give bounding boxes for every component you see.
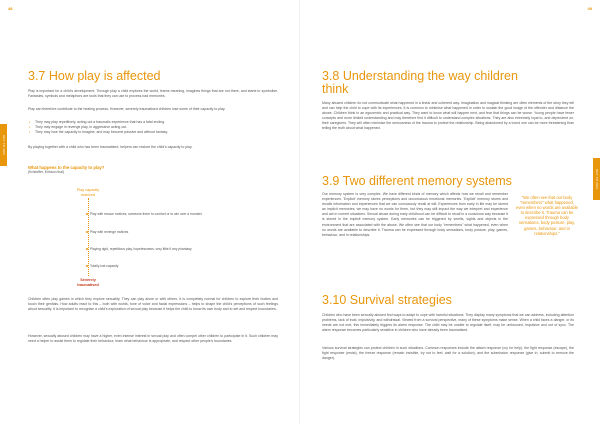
list-item: • They may play repetitively, acting out a traumatic experience that has a fatal ending. [28,120,278,125]
play-symptoms-list [28,120,278,135]
diagram-source: (Kristoffer, Erikson ihal) [28,170,65,174]
section-tab-left [0,124,7,166]
intro-paragraph: Play is important for a child's development. Through play a child explores the world, learns meaning, imagines things that are not there, and starts to symbolise. Fantasies, symbols and metaphors are tools that they can use to process bad memories. [28,89,278,99]
diagram-item-revenge: Play with revenge motives [90,230,129,234]
diagram-item-lost: Totally lost capacity [90,264,119,268]
survival-paragraph: Children who have been sexually abused find ways to adapt to cope with harmful situations. They display many symptoms that we can address, including attention problems, lack of trust, impulsivity, and withdrawal. Viewed from a survival perspective, many of these symptoms make sense. When a child faces a danger, or its needs are not met, this immediately triggers its alarm response. The child may be unable to regulate itself, may be unfocused, impulsive and out of sync. The alarm response becomes particularly sensitive in children who have already been traumatised. [322,313,574,333]
lead-paragraph: Play can therefore contribute to the healing process. However, severely traumatised children lose some of their capacity to play. [28,107,226,111]
diagram-top-label [60,188,116,198]
section-title-3-10: 3.10 Survival strategies [322,293,452,307]
section-tab-right [593,158,600,200]
diagram-bottom-label [60,278,116,288]
section-tab-label-left: KEY TO ZEN [1,135,6,155]
section-title-3-8: 3.8 Understanding the way children think [322,69,518,96]
section-tab-label-right: KEY TO ZEN [594,169,599,189]
diagram-scale-line [88,198,89,276]
right-page [300,0,600,424]
diagram-item-rescue: Play with rescue motives; someone there to comfort or to win over a monster [90,212,202,216]
pull-quote: "We often see that our body "remembers" what happened, even when no words are available to describe it. Trauma can be expressed through body sensations, body posture, play, games, behaviour, and in relationships." [516,195,578,236]
list-item: • They may engage in revenge play, in aggressive acting out. [28,125,278,130]
section-title-3-9: 3.9 Two different memory systems [322,174,512,188]
page-number-left: 48 [8,6,13,11]
list-item: • They may lose the capacity to imagine, and may become passive and without fantasy. [28,130,278,135]
strategies-paragraph: Various survival strategies can protect children in such situations. Common responses include the attach response (cry for help), the fight response (escape), the fight response (resist), the freeze response (remain invisible, try not to feel, wait for a solution), and the submission response (give in, submit to remove the danger). [322,346,574,361]
sexual-play-paragraph: Children often play games in which they explore sexuality. They can play alone or with others. It is completely normal for children to explore their bodies and touch their genitals. How adults react to this – both with words, tone of voice and facial expressions – helps to shape the child's perceptions of such feelings about sexuality. It is important to recognise a child's exploration of sexual play because it helps the child to know its own body and to set and respect boundaries. [28,297,278,312]
diagram-top-text: Play capacity restored [76,188,100,197]
section-title-3-7: 3.7 How play is affected [28,69,161,83]
diagram-heading: What happens to the capacity to play? [28,165,105,170]
closing-paragraph: By playing together with a child who has been traumatised, helpers can restore the child's capacity to play. [28,145,193,149]
memory-paragraph: Our memory system is very complex. We have different kinds of memory which affects how we recall and remember experiences. 'Explicit' memory stores perceptions and unconscious emotional memories. 'Explicit' memory stores and recalls information and experiences that we can consciously recall at will. Experiences from early in life may be stored as implicit memories; we may have no words for them, but they may still impact the way we interpret and experience and act in current situations. Sexual abuse during early childhood can be difficult to recall in a conscious way because it is stored in the implicit memory system. Early memories can be triggered by smells, sights and objects in the environment that are associated with the abuse. We often see that our body "remembers" what happened, even when no words are available to describe it. Trauma can be expressed through body sensations, body posture, play, games, behaviour, and in relationships. [322,192,508,237]
children-think-paragraph: Many abused children do not communicate what happened in a linear and coherent way. Imagination and magical thinking are often elements of the story they tell and can help the child to cope with its experiences. It is common to minimise what happened in order to sustain the good image of the offender and distance the abuse. Children think in an egocentric and practical way. They want to know what will happen next, and fear that things can be worse. Young people have fewer concepts and more limited understanding and may therefore find it difficult to understand complex situations. They are also extremely loyal to, and dependent on, their caregivers. They will often minimise the seriousness of the trauma to protect the relationship. Being abandoned by a loved one can be more threatening than telling the truth about what happened. [322,101,574,131]
diagram-item-rigid: Playing rigid, repetitious play, hopelessness, very little if any phantasy [90,247,192,251]
page-number-right: 49 [587,6,592,11]
diagram-bottom-text: Severely traumatised [77,278,99,287]
abused-children-paragraph: However, sexually abused children may have a higher, even intense interest in sexual play and often compel other children to participate in it. Such children may need a helper to assist them to regulate their behaviour, learn what behaviour is appropriate, and respect other people's boundaries. [28,334,278,344]
